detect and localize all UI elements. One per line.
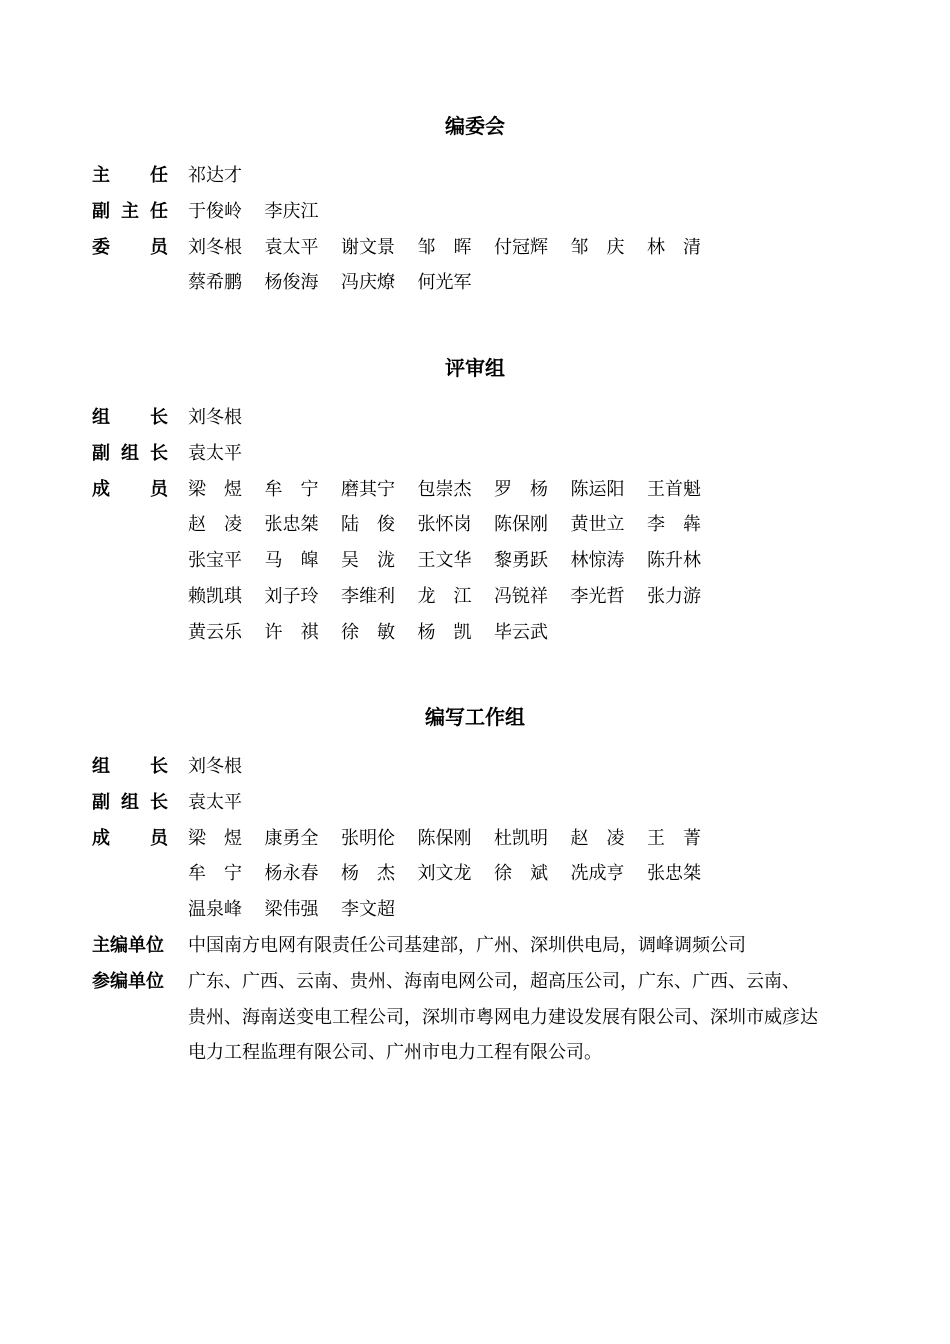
row-label: 组 长 bbox=[92, 407, 168, 428]
person-name: 何光军 bbox=[417, 272, 472, 294]
person-name: 王文华 bbox=[417, 550, 472, 572]
row-label: 委 员 bbox=[92, 236, 168, 258]
person-name: 牟 宁 bbox=[264, 478, 319, 500]
unit-text: 广东、广西、云南、贵州、海南电网公司，超高压公司，广东、广西、云南、 bbox=[188, 970, 800, 992]
person-name: 黄云乐 bbox=[188, 621, 242, 643]
person-name: 林 清 bbox=[647, 236, 701, 258]
person-name: 陈保刚 bbox=[417, 827, 472, 849]
person-name: 陈运阳 bbox=[570, 478, 625, 500]
person-name: 罗 杨 bbox=[494, 478, 548, 500]
person-name: 张宝平 bbox=[188, 550, 242, 572]
row-label: 副 主 任 bbox=[92, 200, 168, 222]
person-name: 冯锐祥 bbox=[494, 586, 548, 607]
person-name: 康勇全 bbox=[264, 827, 319, 849]
person-name: 王 菁 bbox=[647, 827, 701, 849]
person-name: 冼成亨 bbox=[570, 863, 625, 885]
row-label: 主 编 单 位 bbox=[92, 935, 164, 956]
person-name: 冯庆燎 bbox=[341, 272, 395, 294]
person-name: 杨 杰 bbox=[341, 863, 395, 885]
person-name: 杨俊海 bbox=[264, 272, 319, 294]
person-name: 磨其宁 bbox=[341, 478, 395, 500]
person-name: 温泉峰 bbox=[188, 899, 242, 921]
person-name: 张力游 bbox=[647, 586, 701, 607]
row-label: 组 长 bbox=[92, 756, 168, 777]
person-name: 黄世立 bbox=[570, 514, 625, 536]
person-name: 袁太平 bbox=[188, 791, 242, 813]
person-name: 李维利 bbox=[341, 586, 395, 607]
section-title: 编委会 bbox=[445, 114, 505, 138]
person-name: 刘子玲 bbox=[264, 586, 319, 607]
person-name: 杜凯明 bbox=[494, 827, 548, 849]
person-name: 刘文龙 bbox=[417, 863, 472, 885]
person-name: 祁达才 bbox=[188, 165, 242, 186]
person-name: 付冠辉 bbox=[494, 236, 548, 258]
person-name: 刘冬根 bbox=[188, 236, 242, 258]
person-name: 毕云武 bbox=[494, 621, 548, 643]
person-name: 牟 宁 bbox=[188, 863, 242, 885]
person-name: 龙 江 bbox=[417, 586, 472, 607]
person-name: 包崇杰 bbox=[417, 478, 472, 500]
person-name: 陈升林 bbox=[647, 550, 701, 572]
person-name: 陆 俊 bbox=[341, 514, 395, 536]
person-name: 杨 凯 bbox=[417, 621, 472, 643]
unit-text: 贵州、海南送变电工程公司，深圳市粤网电力建设发展有限公司、深圳市威彦达 bbox=[188, 1006, 818, 1028]
person-name: 陈保刚 bbox=[494, 514, 548, 536]
person-name: 赵 凌 bbox=[570, 827, 625, 849]
row-label: 主 任 bbox=[92, 165, 168, 186]
row-label: 副 组 长 bbox=[92, 791, 168, 813]
person-name: 张怀岗 bbox=[417, 514, 472, 536]
row-label: 参 编 单 位 bbox=[92, 970, 164, 992]
person-name: 赵 凌 bbox=[188, 514, 242, 536]
person-name: 邹 庆 bbox=[570, 236, 625, 258]
row-label: 成 员 bbox=[92, 827, 168, 849]
person-name: 刘冬根 bbox=[188, 407, 242, 428]
person-name: 吴 泷 bbox=[341, 550, 395, 572]
person-name: 梁 煜 bbox=[188, 478, 242, 500]
person-name: 袁太平 bbox=[264, 236, 319, 258]
person-name: 许 祺 bbox=[264, 621, 319, 643]
person-name: 马 皡 bbox=[264, 550, 319, 572]
person-name: 蔡希鹏 bbox=[188, 272, 242, 294]
person-name: 李文超 bbox=[341, 899, 395, 921]
row-label: 成 员 bbox=[92, 478, 168, 500]
person-name: 黎勇跃 bbox=[494, 550, 548, 572]
person-name: 梁伟强 bbox=[264, 899, 319, 921]
person-name: 李光哲 bbox=[570, 586, 625, 607]
person-name: 张忠桀 bbox=[264, 514, 319, 536]
person-name: 袁太平 bbox=[188, 442, 242, 464]
person-name: 张忠桀 bbox=[647, 863, 701, 885]
person-name: 于俊岭 bbox=[188, 200, 242, 222]
person-name: 李 犇 bbox=[647, 514, 701, 536]
section-title: 评审组 bbox=[445, 356, 505, 380]
person-name: 谢文景 bbox=[341, 236, 395, 258]
person-name: 张明伦 bbox=[341, 827, 395, 849]
person-name: 李庆江 bbox=[264, 200, 319, 222]
section-title: 编写工作组 bbox=[425, 705, 525, 729]
person-name: 刘冬根 bbox=[188, 756, 242, 777]
person-name: 赖凯琪 bbox=[188, 586, 242, 607]
row-label: 副 组 长 bbox=[92, 442, 168, 464]
person-name: 梁 煜 bbox=[188, 827, 242, 849]
unit-text: 电力工程监理有限公司、广州市电力工程有限公司。 bbox=[188, 1042, 602, 1064]
person-name: 徐 敏 bbox=[341, 621, 395, 643]
person-name: 王首魁 bbox=[647, 478, 701, 500]
unit-text: 中国南方电网有限责任公司基建部，广州、深圳供电局，调峰调频公司 bbox=[188, 935, 746, 956]
person-name: 杨永春 bbox=[264, 863, 319, 885]
person-name: 林惊涛 bbox=[570, 550, 625, 572]
person-name: 徐 斌 bbox=[494, 863, 548, 885]
person-name: 邹 晖 bbox=[417, 236, 472, 258]
